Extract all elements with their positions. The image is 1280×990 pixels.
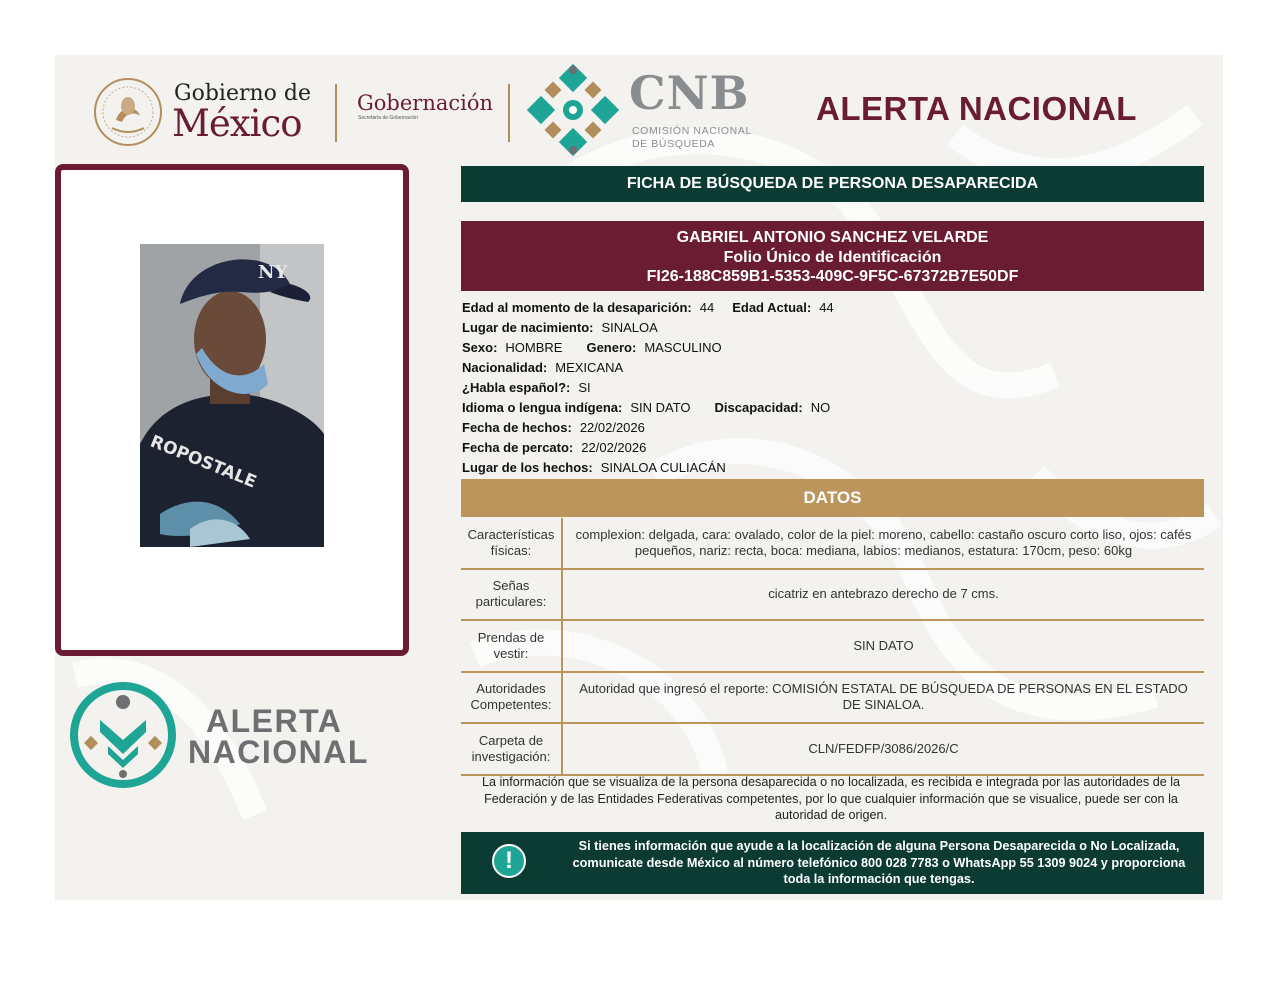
header-divider	[508, 84, 510, 142]
datos-table	[461, 518, 1204, 776]
fecha-hechos-label: Fecha de hechos:	[462, 420, 572, 435]
lugar-nacimiento-value: SINALOA	[601, 320, 658, 335]
info-row-lugar-hechos	[462, 458, 834, 478]
discapacidad-value: NO	[810, 400, 831, 415]
gobierno-line2: México	[172, 102, 302, 145]
header-divider	[335, 84, 337, 142]
nacionalidad-label: Nacionalidad:	[462, 360, 548, 375]
edad-actual-label: Edad Actual:	[732, 300, 812, 315]
row-value: SIN DATO	[853, 637, 914, 653]
folio-label: Folio Único de Identificación	[723, 248, 942, 266]
lugar-hechos-value: SINALOA CULIACÁN	[600, 460, 726, 475]
gobierno-line1: Gobierno de	[174, 81, 311, 106]
ficha-title: FICHA DE BÚSQUEDA DE PERSONA DESAPARECIDA	[626, 175, 1039, 192]
row-value: complexion: delgada, cara: ovalado, color de la piel: moreno, cabello: castaño oscuro corto liso, ojos: cafés pequeños, nariz: recta, boca: mediana, labios: medianos, estatura: 170cm, peso: 60kg	[575, 526, 1192, 558]
shirt-text: ROPOSTALE	[147, 431, 260, 493]
logo-text-alerta: ALERTA	[206, 703, 343, 739]
person-info	[462, 298, 834, 478]
info-row-idioma	[462, 398, 834, 418]
cnb-emblem-icon	[527, 64, 619, 156]
row-value: CLN/FEDFP/3086/2026/C	[808, 740, 959, 756]
datos-title: DATOS	[803, 488, 862, 507]
info-row-fecha-hechos	[462, 418, 834, 438]
folio-value: FI26-188C859B1-5353-409C-9F5C-67372B7E50DF	[646, 268, 1019, 285]
sexo-label: Sexo:	[462, 340, 498, 355]
info-row-sexo	[462, 338, 834, 358]
table-row	[461, 724, 1204, 776]
svg-text:NY: NY	[258, 262, 288, 283]
habla-espanol-value: SI	[578, 380, 591, 395]
idioma-label: Idioma o lengua indígena:	[462, 400, 623, 415]
alerta-nacional-logo-icon	[68, 680, 178, 790]
disclaimer-text: La información que se visualiza de la persona desaparecida o no localizada, es recibida e integrada por las autoridades de la Federación y de las Entidades Federativas competentes, por lo que cualquier información que se visualice, puede ser con la autoridad de origen.	[482, 775, 1180, 822]
contact-text: Si tienes información que ayude a la localización de alguna Persona Desaparecida o No Localizada, comunicate desde México al número telefónico 800 028 7783 o WhatsApp 55 1309 9024 y proporciona toda la información que tengas.	[572, 839, 1186, 886]
gobierno-mexico-logo	[92, 74, 322, 146]
gobernacion-subtitle: Secretaría de Gobernación	[358, 115, 419, 121]
table-row	[461, 570, 1204, 622]
logo-text-nacional: NACIONAL	[188, 734, 369, 770]
cnb-subtitle-line1: COMISIÓN NACIONAL	[632, 125, 752, 137]
info-row-fecha-percato	[462, 438, 834, 458]
lugar-hechos-label: Lugar de los hechos:	[462, 460, 593, 475]
row-label: Señas particulares:	[461, 570, 563, 620]
datos-title-bar	[461, 479, 1204, 517]
table-row	[461, 621, 1204, 673]
info-row-nacimiento	[462, 318, 834, 338]
escudo-nacional-icon	[92, 76, 164, 148]
person-header	[461, 221, 1204, 291]
gobernacion-logo-text: Gobernación	[357, 91, 494, 115]
row-label: Carpeta de investigación:	[461, 724, 563, 774]
table-row	[461, 518, 1204, 570]
habla-espanol-label: ¿Habla español?:	[462, 380, 571, 395]
table-row	[461, 673, 1204, 725]
info-row-habla	[462, 378, 834, 398]
fecha-percato-value: 22/02/2026	[581, 440, 647, 455]
row-label: Autoridades Competentes:	[461, 673, 563, 723]
fecha-percato-label: Fecha de percato:	[462, 440, 574, 455]
row-label: Prendas de vestir:	[461, 621, 563, 671]
fecha-hechos-value: 22/02/2026	[579, 420, 645, 435]
contact-bar	[461, 832, 1204, 894]
edad-desaparicion-value: 44	[699, 300, 715, 315]
edad-desaparicion-label: Edad al momento de la desaparición:	[462, 300, 692, 315]
row-value: cicatriz en antebrazo derecho de 7 cms.	[768, 586, 999, 602]
genero-value: MASCULINO	[644, 340, 722, 355]
cnb-title: CNB	[629, 66, 750, 120]
row-label: Características físicas:	[461, 518, 563, 568]
info-row-nacionalidad	[462, 358, 834, 378]
person-photo	[140, 244, 324, 547]
lugar-nacimiento-label: Lugar de nacimiento:	[462, 320, 594, 335]
cnb-subtitle-line2: DE BÚSQUEDA	[632, 138, 716, 150]
genero-label: Genero:	[586, 340, 637, 355]
info-row-edad	[462, 298, 834, 318]
discapacidad-label: Discapacidad:	[714, 400, 803, 415]
alerta-nacional-title: ALERTA NACIONAL	[816, 90, 1137, 127]
exclamation-icon: !	[492, 844, 526, 878]
sexo-value: HOMBRE	[505, 340, 563, 355]
row-value: Autoridad que ingresó el reporte: COMISIÓN ESTATAL DE BÚSQUEDA DE PERSONAS EN EL ESTADO DE SINALOA.	[579, 681, 1188, 713]
edad-actual-value: 44	[819, 300, 834, 315]
idioma-value: SIN DATO	[630, 400, 691, 415]
ficha-title-bar	[461, 166, 1204, 202]
person-name: GABRIEL ANTONIO SANCHEZ VELARDE	[676, 229, 989, 246]
nacionalidad-value: MEXICANA	[555, 360, 624, 375]
